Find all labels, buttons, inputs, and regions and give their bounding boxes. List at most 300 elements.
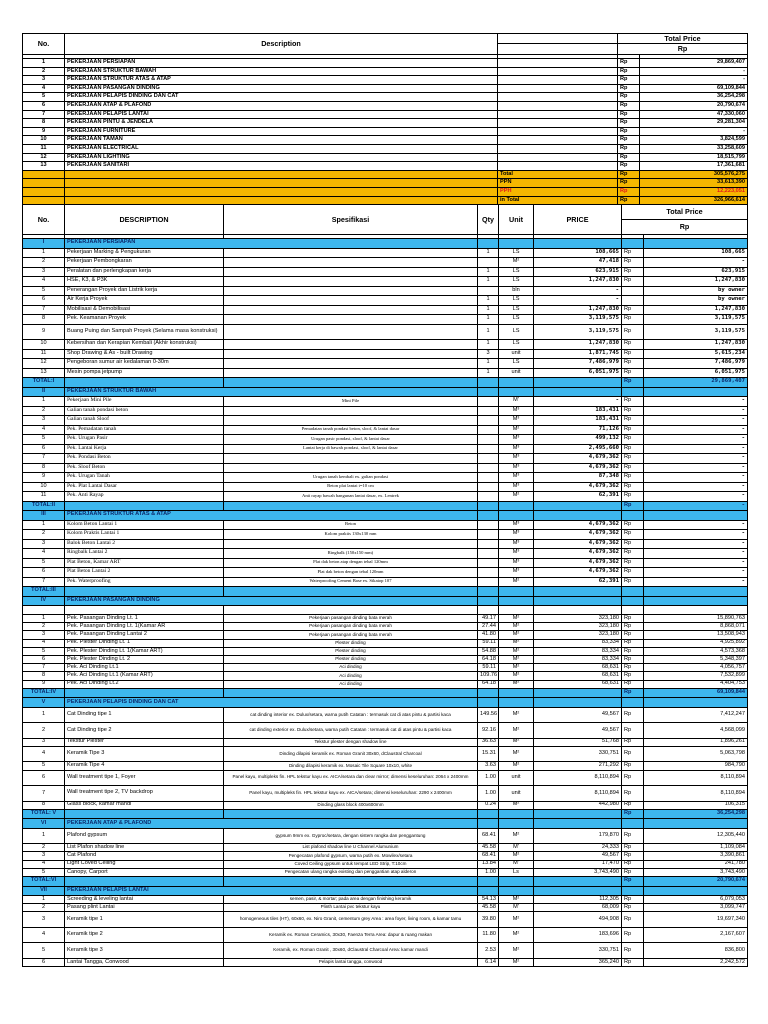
summary-row: [23, 84, 748, 93]
item-spec: Urugan tanah kembali ex. galian pondasi: [224, 473, 478, 483]
item-description: Pek. Pondasi Beton: [65, 454, 224, 464]
section-title: PEKERJAAN PELAPIS DINDING DAN CAT: [65, 698, 478, 708]
section-header-row: [23, 698, 748, 708]
item-total: 6,079,053: [644, 896, 748, 904]
summary-amount: 33,258,609: [640, 144, 748, 153]
summary-no: 8: [23, 119, 65, 128]
summary-no: 11: [23, 144, 65, 153]
item-unit: bln: [499, 286, 534, 296]
summary-description: PEKERJAAN STRUKTUR BAWAH: [65, 67, 498, 76]
section-blank: [622, 239, 644, 249]
item-description: Plat Beton, Kamar ART: [65, 558, 224, 568]
item-description: Pek. Aci Dinding Lt.2: [65, 680, 224, 688]
item-qty: 27.44: [478, 623, 499, 631]
section-blank: [622, 511, 644, 521]
section-blank: [478, 596, 499, 606]
item-price: 4,679,362: [534, 463, 622, 473]
item-qty: 1: [478, 359, 499, 369]
section-blank: [499, 819, 534, 829]
item-row: [23, 639, 748, 647]
item-total: -: [644, 406, 748, 416]
summary-description: [65, 179, 498, 188]
item-description: Pek. Urugan Tanah: [65, 473, 224, 483]
item-total: 2,242,572: [644, 958, 748, 966]
item-no: 10: [23, 340, 65, 350]
summary-blank: [498, 84, 618, 93]
item-no: 1: [23, 615, 65, 623]
item-row: [23, 631, 748, 639]
item-row: [23, 568, 748, 578]
item-description: Glass block, kamar mandi: [65, 801, 224, 809]
item-unit: M²: [499, 647, 534, 655]
item-row: [23, 577, 748, 587]
blank-cell: [644, 606, 748, 615]
item-total: 1,247,830: [644, 340, 748, 350]
item-description: Keramik Tipe 4: [65, 762, 224, 770]
item-spec: [224, 539, 478, 549]
item-price: 271,292: [534, 762, 622, 770]
item-total: -: [644, 444, 748, 454]
item-qty: 64.18: [478, 655, 499, 663]
item-unit: M²: [499, 943, 534, 959]
item-total: -: [644, 463, 748, 473]
summary-row: [23, 162, 748, 171]
summary-no: [23, 170, 65, 179]
item-spec: Pekerjaan pasangan dinding bata merah: [224, 623, 478, 631]
item-rp: Rp: [622, 549, 644, 559]
item-rp: Rp: [622, 416, 644, 426]
summary-row: [23, 76, 748, 85]
item-qty: 1: [478, 296, 499, 306]
item-row: [23, 435, 748, 445]
summary-description: PEKERJAAN STRUKTUR ATAS & ATAP: [65, 76, 498, 85]
section-total-label: TOTAL:III: [23, 587, 65, 597]
summary-description: PEKERJAAN TAMAN: [65, 136, 498, 145]
section-blank: [499, 378, 534, 388]
item-unit: M³: [499, 435, 534, 445]
item-rp: Rp: [622, 631, 644, 639]
item-spec: Aci dinding: [224, 664, 478, 672]
item-row: [23, 801, 748, 809]
item-total: 3,390,861: [644, 852, 748, 860]
summary-row: [23, 67, 748, 76]
item-description: Pek. Plat Lantai Dasar: [65, 482, 224, 492]
item-no: 5: [23, 435, 65, 445]
summary-description: PEKERJAAN PELAPIS LANTAI: [65, 110, 498, 119]
item-qty: [478, 520, 499, 530]
section-blank: [478, 688, 499, 698]
item-price: 323,180: [534, 623, 622, 631]
item-unit: M²: [499, 639, 534, 647]
item-no: 3: [23, 912, 65, 928]
item-spec: Mini Pile: [224, 397, 478, 407]
item-spec: Pekerjaan pasangan dinding bata merah: [224, 631, 478, 639]
item-row: [23, 958, 748, 966]
item-description: Pek. Waterproofing: [65, 577, 224, 587]
section-total-label: TOTAL:I: [23, 378, 65, 388]
item-unit: M²: [499, 852, 534, 860]
summary-no: 2: [23, 67, 65, 76]
item-qty: [478, 286, 499, 296]
item-no: 3: [23, 852, 65, 860]
item-no: 12: [23, 359, 65, 369]
item-no: 11: [23, 492, 65, 502]
section-blank: [622, 698, 644, 708]
summary-description: PEKERJAAN ATAP & PLAFOND: [65, 101, 498, 110]
item-price: 323,180: [534, 615, 622, 623]
item-unit: M': [499, 860, 534, 868]
item-no: 7: [23, 577, 65, 587]
section-blank: [65, 378, 224, 388]
item-price: 7,486,979: [534, 359, 622, 369]
item-spec: cat dinding exterior ex. Dulux/setara, warna putih Catatan : termasuk cat di atas pintu & partisi kaca: [224, 723, 478, 739]
item-description: Keramik tipe 2: [65, 927, 224, 943]
item-rp: Rp: [622, 680, 644, 688]
summary-no: 10: [23, 136, 65, 145]
item-total: by owner: [644, 286, 748, 296]
header-rp: Rp: [622, 220, 748, 235]
item-spec: Plat dak beton dengan tebal 120mm: [224, 568, 478, 578]
item-price: 6,051,975: [534, 368, 622, 378]
item-total: -: [644, 397, 748, 407]
item-price: 330,751: [534, 943, 622, 959]
item-description: Light Coved Ceiling: [65, 860, 224, 868]
item-total: -: [644, 492, 748, 502]
item-price: 87,348: [534, 473, 622, 483]
item-spec: [224, 248, 478, 258]
item-unit: M²: [499, 738, 534, 746]
item-spec: Plester dinding: [224, 647, 478, 655]
item-total: -: [644, 530, 748, 540]
item-qty: [478, 492, 499, 502]
item-rp: Rp: [622, 454, 644, 464]
item-description: Plat Beton Lantai 2: [65, 568, 224, 578]
item-row: [23, 828, 748, 844]
header-description: Description: [65, 34, 498, 55]
header-qty: Qty: [478, 205, 499, 235]
section-total-amount: -: [644, 501, 748, 511]
section-blank: [478, 809, 499, 819]
item-spec: Panel kayu, multipleks fin. HPL tekstur kayu ex. AICA/setara dan clear mirror; dimensi keseluruhan: 2064 x 2400mm: [224, 770, 478, 786]
summary-rp: Rp: [618, 153, 640, 162]
header-rp: Rp: [618, 44, 748, 55]
item-unit: unit: [499, 786, 534, 802]
item-qty: [478, 558, 499, 568]
item-description: Pek. Plester Dinding Lt. 1: [65, 639, 224, 647]
item-qty: [478, 454, 499, 464]
item-rp: Rp: [622, 664, 644, 672]
section-blank: [534, 698, 622, 708]
section-blank: [622, 886, 644, 896]
item-spec: Coved Ceiling gypsum untuk tempat LED Strip, T:10cm: [224, 860, 478, 868]
item-description: Peralatan dan perlengkapan kerja: [65, 267, 224, 277]
section-title: PEKERJAAN PERSIAPAN: [65, 239, 478, 249]
item-description: Pek. Anti Rayap: [65, 492, 224, 502]
item-rp: Rp: [622, 305, 644, 315]
item-unit: M²: [499, 425, 534, 435]
item-qty: [478, 549, 499, 559]
item-description: Pek. Plester Dinding Lt. 1(Kamar ART): [65, 647, 224, 655]
summary-amount: 17,361,681: [640, 162, 748, 171]
item-price: 8,110,894: [534, 770, 622, 786]
item-unit: M³: [499, 558, 534, 568]
item-description: Pek. Aci Dinding Lt.1 (Kamar ART): [65, 672, 224, 680]
item-no: 9: [23, 473, 65, 483]
section-blank: [499, 809, 534, 819]
section-roman: I: [23, 239, 65, 249]
summary-blank: [498, 93, 618, 102]
item-spec: Keramik, ex. Roman Granit , 30x60, dClaustral Charcoal Area: kamar mandi: [224, 943, 478, 959]
item-no: 1: [23, 707, 65, 723]
summary-rp: Rp: [618, 101, 640, 110]
item-price: 49,567: [534, 723, 622, 739]
item-description: Kolom Beton Lantai 1: [65, 520, 224, 530]
item-row: [23, 305, 748, 315]
summary-row: [23, 59, 748, 68]
item-row: [23, 943, 748, 959]
item-qty: [478, 416, 499, 426]
item-rp: Rp: [622, 539, 644, 549]
summary-no: [23, 187, 65, 196]
blank-cell: [224, 606, 478, 615]
item-spec: [224, 463, 478, 473]
item-unit: Ls: [499, 868, 534, 876]
summary-no: 7: [23, 110, 65, 119]
item-total: 3,099,747: [644, 904, 748, 912]
item-unit: M²: [499, 912, 534, 928]
item-rp: Rp: [622, 473, 644, 483]
item-qty: 36.63: [478, 738, 499, 746]
item-total: -: [644, 258, 748, 268]
section-blank: [499, 239, 534, 249]
item-rp: Rp: [622, 248, 644, 258]
item-description: Galian tanah Sloof: [65, 416, 224, 426]
item-rp: Rp: [622, 860, 644, 868]
item-no: 5: [23, 647, 65, 655]
item-rp: Rp: [622, 520, 644, 530]
section-roman: III: [23, 511, 65, 521]
blank-cell: [23, 606, 65, 615]
item-spec: [224, 305, 478, 315]
item-spec: [224, 277, 478, 287]
item-qty: 68.41: [478, 828, 499, 844]
item-description: Mesin pompa jetpump: [65, 368, 224, 378]
item-unit: M²: [499, 258, 534, 268]
summary-amount: 29,869,407: [640, 59, 748, 68]
item-spec: Beton plat lantai t=10 cm: [224, 482, 478, 492]
item-description: Ringbalk Lantai 2: [65, 549, 224, 559]
item-price: -: [534, 286, 622, 296]
item-row: [23, 868, 748, 876]
summary-blank: [498, 119, 618, 128]
item-price: 51,768: [534, 738, 622, 746]
item-no: 10: [23, 482, 65, 492]
item-unit: M²: [499, 631, 534, 639]
item-qty: 1.00: [478, 770, 499, 786]
summary-no: 1: [23, 59, 65, 68]
item-row: [23, 549, 748, 559]
item-description: Lantai Tangga, Conwood: [65, 958, 224, 966]
item-row: [23, 615, 748, 623]
item-price: 49,567: [534, 707, 622, 723]
item-rp: Rp: [622, 359, 644, 369]
item-description: List Plafon shadow line: [65, 844, 224, 852]
item-row: [23, 286, 748, 296]
section-total-rp: Rp: [622, 877, 644, 887]
item-no: 4: [23, 549, 65, 559]
section-total-row: [23, 378, 748, 388]
section-blank: [499, 877, 534, 887]
item-price: 83,334: [534, 655, 622, 663]
item-qty: [478, 482, 499, 492]
item-price: 179,870: [534, 828, 622, 844]
section-total-rp: Rp: [622, 501, 644, 511]
item-unit: LS: [499, 315, 534, 325]
item-no: 8: [23, 315, 65, 325]
item-unit: M²: [499, 672, 534, 680]
item-no: 4: [23, 860, 65, 868]
item-qty: 59.11: [478, 639, 499, 647]
section-roman: VII: [23, 886, 65, 896]
item-total: -: [644, 549, 748, 559]
item-spec: Kolom praktis 130x130 mm: [224, 530, 478, 540]
section-blank: [534, 387, 622, 397]
item-qty: [478, 473, 499, 483]
summary-rp: Rp: [618, 119, 640, 128]
item-total: 4,573,368: [644, 647, 748, 655]
item-no: 1: [23, 520, 65, 530]
item-total: 2,167,607: [644, 927, 748, 943]
section-blank: [499, 688, 534, 698]
item-no: 6: [23, 296, 65, 306]
summary-rp: Rp: [618, 170, 640, 179]
item-row: [23, 277, 748, 287]
summary-total-amount: 33,613,390: [640, 179, 748, 188]
item-total: by owner: [644, 296, 748, 306]
item-unit: LS: [499, 248, 534, 258]
section-header-row: [23, 239, 748, 249]
summary-rp: Rp: [618, 84, 640, 93]
item-description: Keramik tipe 3: [65, 943, 224, 959]
summary-total-amount: 305,576,275: [640, 170, 748, 179]
section-blank: [644, 387, 748, 397]
item-price: 1,247,830: [534, 305, 622, 315]
item-row: [23, 558, 748, 568]
item-spec: Waterproofing Cement Base ex. Sikatop 107: [224, 577, 478, 587]
item-rp: Rp: [622, 904, 644, 912]
section-header-row: [23, 511, 748, 521]
item-row: [23, 707, 748, 723]
item-description: Pek. Pemadatan tanah: [65, 425, 224, 435]
item-price: -: [534, 397, 622, 407]
summary-rp: Rp: [618, 179, 640, 188]
item-qty: [478, 397, 499, 407]
item-rp: Rp: [622, 324, 644, 340]
item-spec: cat dinding interior ex. Dulux/setara, warna putih Catatan : termasuk cat di atas pintu & partisi kaca: [224, 707, 478, 723]
section-total-row: [23, 688, 748, 698]
item-rp: Rp: [622, 463, 644, 473]
item-spec: Lantai kerja di bawah pondasi, sloof, & lantai dasar: [224, 444, 478, 454]
item-row: [23, 492, 748, 502]
section-title: PEKERJAAN PELAPIS LANTAI: [65, 886, 478, 896]
item-qty: 6.14: [478, 958, 499, 966]
summary-rp: Rp: [618, 196, 640, 205]
item-rp: Rp: [622, 349, 644, 359]
detail-header-row: [23, 205, 748, 220]
item-total: 108,665: [644, 248, 748, 258]
section-blank: [499, 387, 534, 397]
item-price: 1,247,830: [534, 277, 622, 287]
section-blank: [534, 239, 622, 249]
item-spec: [224, 315, 478, 325]
section-roman: IV: [23, 596, 65, 606]
item-no: 3: [23, 738, 65, 746]
item-no: 4: [23, 927, 65, 943]
item-unit: M²: [499, 828, 534, 844]
item-rp: Rp: [622, 623, 644, 631]
item-spec: [224, 296, 478, 306]
summary-amount: -: [640, 67, 748, 76]
item-total: -: [644, 435, 748, 445]
item-total: 1,109,084: [644, 844, 748, 852]
item-no: 5: [23, 286, 65, 296]
item-unit: M²: [499, 664, 534, 672]
summary-row: [23, 93, 748, 102]
item-unit: LS: [499, 305, 534, 315]
summary-total-label: in Total: [498, 196, 618, 205]
summary-rp: Rp: [618, 93, 640, 102]
summary-description: PEKERJAAN PASANGAN DINDING: [65, 84, 498, 93]
section-blank: [224, 587, 478, 597]
section-total-rp: Rp: [622, 378, 644, 388]
section-total-label: TOTAL:IV: [23, 688, 65, 698]
item-total: 4,925,892: [644, 639, 748, 647]
item-spec: Pengecatan ulang rangka existing dan penggantian atap alderon: [224, 868, 478, 876]
item-description: Kolom Praktis Lantai 1: [65, 530, 224, 540]
header-no: No.: [23, 34, 65, 55]
summary-amount: 20,790,674: [640, 101, 748, 110]
item-spec: Dinding glass block 400x600mm: [224, 801, 478, 809]
section-blank: [622, 387, 644, 397]
summary-row: [23, 119, 748, 128]
item-qty: 64.18: [478, 680, 499, 688]
item-no: 5: [23, 762, 65, 770]
item-no: 3: [23, 267, 65, 277]
summary-description: PEKERJAAN SANITARI: [65, 162, 498, 171]
item-price: 49,567: [534, 852, 622, 860]
item-unit: M²: [499, 723, 534, 739]
item-spec: Aci dinding: [224, 672, 478, 680]
summary-blank: [498, 59, 618, 68]
item-spec: List plafond shadow line U Channel Alumunium: [224, 844, 478, 852]
item-rp: Rp: [622, 786, 644, 802]
item-row: [23, 267, 748, 277]
item-rp: Rp: [622, 707, 644, 723]
item-total: 984,790: [644, 762, 748, 770]
item-unit: M³: [499, 482, 534, 492]
item-spec: Anti rayap bawah bangunan lantai dasar, ex. Lentrek: [224, 492, 478, 502]
summary-description: [65, 187, 498, 196]
summary-amount: 3,824,599: [640, 136, 748, 145]
item-qty: 3: [478, 349, 499, 359]
item-no: 4: [23, 277, 65, 287]
item-row: [23, 473, 748, 483]
section-blank: [622, 819, 644, 829]
item-unit: M²: [499, 896, 534, 904]
item-qty: 0.24: [478, 801, 499, 809]
section-total-rp: [622, 587, 644, 597]
item-description: Balok Beton Lantai 2: [65, 539, 224, 549]
